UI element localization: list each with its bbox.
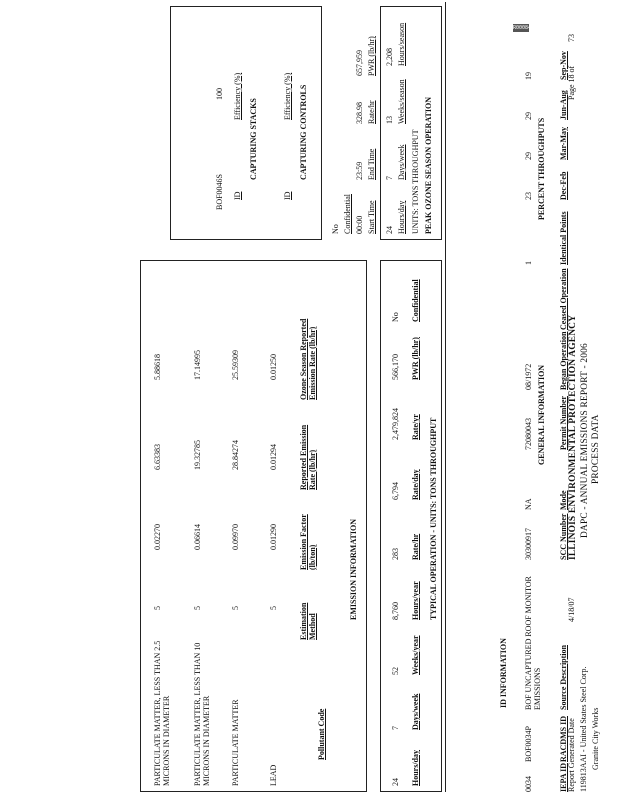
peak-rate-hr: 328.98 [355, 102, 364, 124]
peak-hours-season-label: Hours/season [397, 22, 406, 66]
capturing-stacks-title: CAPTURING STACKS [249, 98, 258, 180]
peak-weeks-season-label: Weeks/season [397, 79, 406, 124]
col-sep-nov: Sep-Nov [559, 51, 568, 80]
em-row-4-ozone-rate: 5.88618 [153, 354, 162, 380]
em-row-2-factor: 0.09970 [231, 524, 240, 550]
col-jun-aug: Jun-Aug [559, 90, 568, 120]
em-col-pollutant: Pollutant Code [317, 708, 326, 760]
peak-end-time-label: End Time [367, 148, 376, 180]
col-scc-number: SCC Number [559, 513, 568, 560]
peak-weeks-season: 13 [385, 116, 394, 124]
col-iepa-id: IEPA ID [559, 763, 568, 792]
page-total: 73 [567, 34, 576, 42]
col-ceased-operation: Ceased Operation [559, 268, 568, 330]
em-row-4-method: 5 [153, 606, 162, 610]
iepa-id-value: 0034 [524, 776, 533, 792]
em-row-1-pollutant: LEAD [269, 764, 278, 786]
section-title: PROCESS DATA [591, 414, 601, 484]
typ-col-pwr: PWR (lb/hr) [411, 337, 420, 380]
typ-hours-day: 24 [391, 778, 400, 786]
em-row-2-method: 5 [231, 606, 240, 610]
jun-aug-value: 29 [524, 112, 533, 120]
em-row-3-pollutant: PARTICULATE MATTER, LESS THAN 10 MICRONS IN DIAMETER [193, 642, 211, 786]
col-dec-feb: Dec-Feb [559, 171, 568, 200]
em-row-1-method: 5 [269, 606, 278, 610]
peak-ozone-title: PEAK OZONE SEASON OPERATION [424, 97, 433, 234]
facility-line-2: Granite City Works [591, 707, 600, 770]
typical-operation-title: TYPICAL OPERATION - UNITS: TONS THROUGHPUT [429, 417, 438, 620]
em-col-rate: Reported Emission Rate (lb/hr) [299, 424, 317, 490]
em-row-1-factor: 0.01290 [269, 524, 278, 550]
peak-end-time: 23:59 [355, 161, 364, 180]
em-col-ozone-rate: Ozone Season Reported Emission Rate (lb/hr) [299, 318, 317, 400]
report-title: DAPC - ANNUAL EMISSIONS REPORT - 2006 [580, 343, 590, 538]
col-began-operation: Began Operation [559, 331, 568, 390]
capturing-controls-title: CAPTURING CONTROLS [299, 84, 308, 180]
typ-col-rate-yr: Rate/yr [411, 414, 420, 440]
peak-start-time: 00:00 [355, 215, 364, 234]
em-row-2-pollutant: PARTICULATE MATTER [231, 699, 240, 786]
col-mar-may: Mar-May [559, 126, 568, 160]
facility-line-1: 119813AAI - United States Steel Corp. [579, 666, 588, 792]
source-description-value: BOF UNCAPTURED ROOF MONITOR EMISSIONS [524, 576, 542, 710]
permit-number-value: 72080043 [524, 418, 533, 450]
typ-col-rate-day: Rate/day [411, 469, 420, 500]
top-rule [445, 2, 446, 792]
agency-name: ILLINOIS ENVIRONMENTAL PROTECTION AGENCY [568, 314, 578, 560]
em-row-3-ozone-rate: 17.14995 [193, 350, 202, 380]
typ-col-hours-year: Hours/year [411, 581, 420, 620]
em-row-1-ozone-rate: 0.01250 [269, 354, 278, 380]
racdms-id-value: BOF0034P [524, 725, 533, 762]
col-source-description: Source Description [559, 645, 568, 710]
typ-rate-day: 6,794 [391, 482, 400, 500]
stacks-id-value: BOF0046S [215, 173, 224, 210]
mar-may-value: 29 [524, 152, 533, 160]
typ-rate-hr: 283 [391, 548, 400, 560]
col-identical-points: Identical Points [559, 211, 568, 265]
scc-number-value: 30300917 [524, 528, 533, 560]
peak-pwr: 657,959 [355, 50, 364, 76]
controls-col-id: ID [283, 191, 292, 200]
col-racdms-id: RACDMS ID [559, 716, 568, 762]
em-col-method: Estimation Method [299, 602, 317, 640]
em-row-4-factor: 0.02270 [153, 524, 162, 550]
general-info-title: GENERAL INFORMATION [537, 364, 546, 465]
typ-pwr: 566,170 [391, 354, 400, 380]
mode-value: NA [524, 498, 533, 510]
typ-col-weeks-year: Weeks/year [411, 635, 420, 675]
peak-pwr-label: PWR (lb/hr) [367, 36, 376, 76]
em-row-1-rate: 0.01294 [269, 444, 278, 470]
em-row-2-rate: 28.84274 [231, 440, 240, 470]
em-row-3-rate: 19.32785 [193, 440, 202, 470]
em-row-4-pollutant: PARTICULATE MATTER, LESS THAN 2.5 MICRONS IN DIAMETER [153, 640, 171, 786]
page-stamp: R00084 [513, 25, 532, 31]
peak-confidential-label: Confidential [343, 194, 352, 234]
sep-nov-value: 19 [524, 72, 533, 80]
em-row-2-ozone-rate: 25.59309 [231, 350, 240, 380]
identical-points-value: 1 [524, 261, 533, 265]
peak-hours-day-label: Hours/day [397, 200, 406, 234]
col-mode: Mode [559, 490, 568, 510]
em-row-4-rate: 6.63383 [153, 444, 162, 470]
stacks-col-id: ID [233, 191, 242, 200]
page-number-label: Page 18 of [567, 65, 576, 100]
typ-col-days-week: Days/week [411, 693, 420, 730]
typ-col-confidential: Confidential [411, 279, 420, 322]
percent-throughputs-title: PERCENT THROUGHPUTS [537, 117, 546, 220]
typ-rate-yr: 2,479,824 [391, 408, 400, 440]
dec-feb-value: 23 [524, 192, 533, 200]
typ-confidential: No [391, 312, 400, 322]
controls-col-efficiency: Efficiency (%) [283, 72, 292, 120]
em-col-factor: Emission Factor (lb/ton) [299, 514, 317, 570]
emission-info-box [140, 260, 367, 792]
typ-col-hours-day: Hours/day [411, 749, 420, 786]
typ-hours-year: 8,760 [391, 602, 400, 620]
typ-weeks-year: 52 [391, 667, 400, 675]
emission-info-title: EMISSION INFORMATION [349, 519, 358, 620]
typ-col-rate-hr: Rate/hr [411, 533, 420, 560]
em-row-3-factor: 0.06614 [193, 524, 202, 550]
em-row-3-method: 5 [193, 606, 202, 610]
peak-rate-hr-label: Rate/hr [367, 100, 376, 124]
peak-confidential: No [331, 224, 340, 234]
id-info-title: ID INFORMATION [499, 638, 508, 708]
peak-days-week-label: Days/week [397, 144, 406, 180]
report-generated-label: Report Generated Date [567, 718, 576, 792]
stacks-efficiency-value: 100 [215, 88, 224, 100]
typ-days-week: 7 [391, 726, 400, 730]
col-permit-number: Permit Number [559, 396, 568, 450]
report-generated-date: 4/18/07 [567, 597, 576, 622]
peak-hours-day: 24 [385, 226, 394, 234]
peak-start-time-label: Start Time [367, 200, 376, 234]
peak-ozone-units: UNITS: TONS THROUGHPUT [411, 129, 420, 234]
began-operation-value: 08/1972 [524, 363, 533, 390]
stacks-col-efficiency: Efficiency (%) [233, 72, 242, 120]
peak-hours-season: 2,208 [385, 48, 394, 66]
peak-days-week: 7 [385, 176, 394, 180]
